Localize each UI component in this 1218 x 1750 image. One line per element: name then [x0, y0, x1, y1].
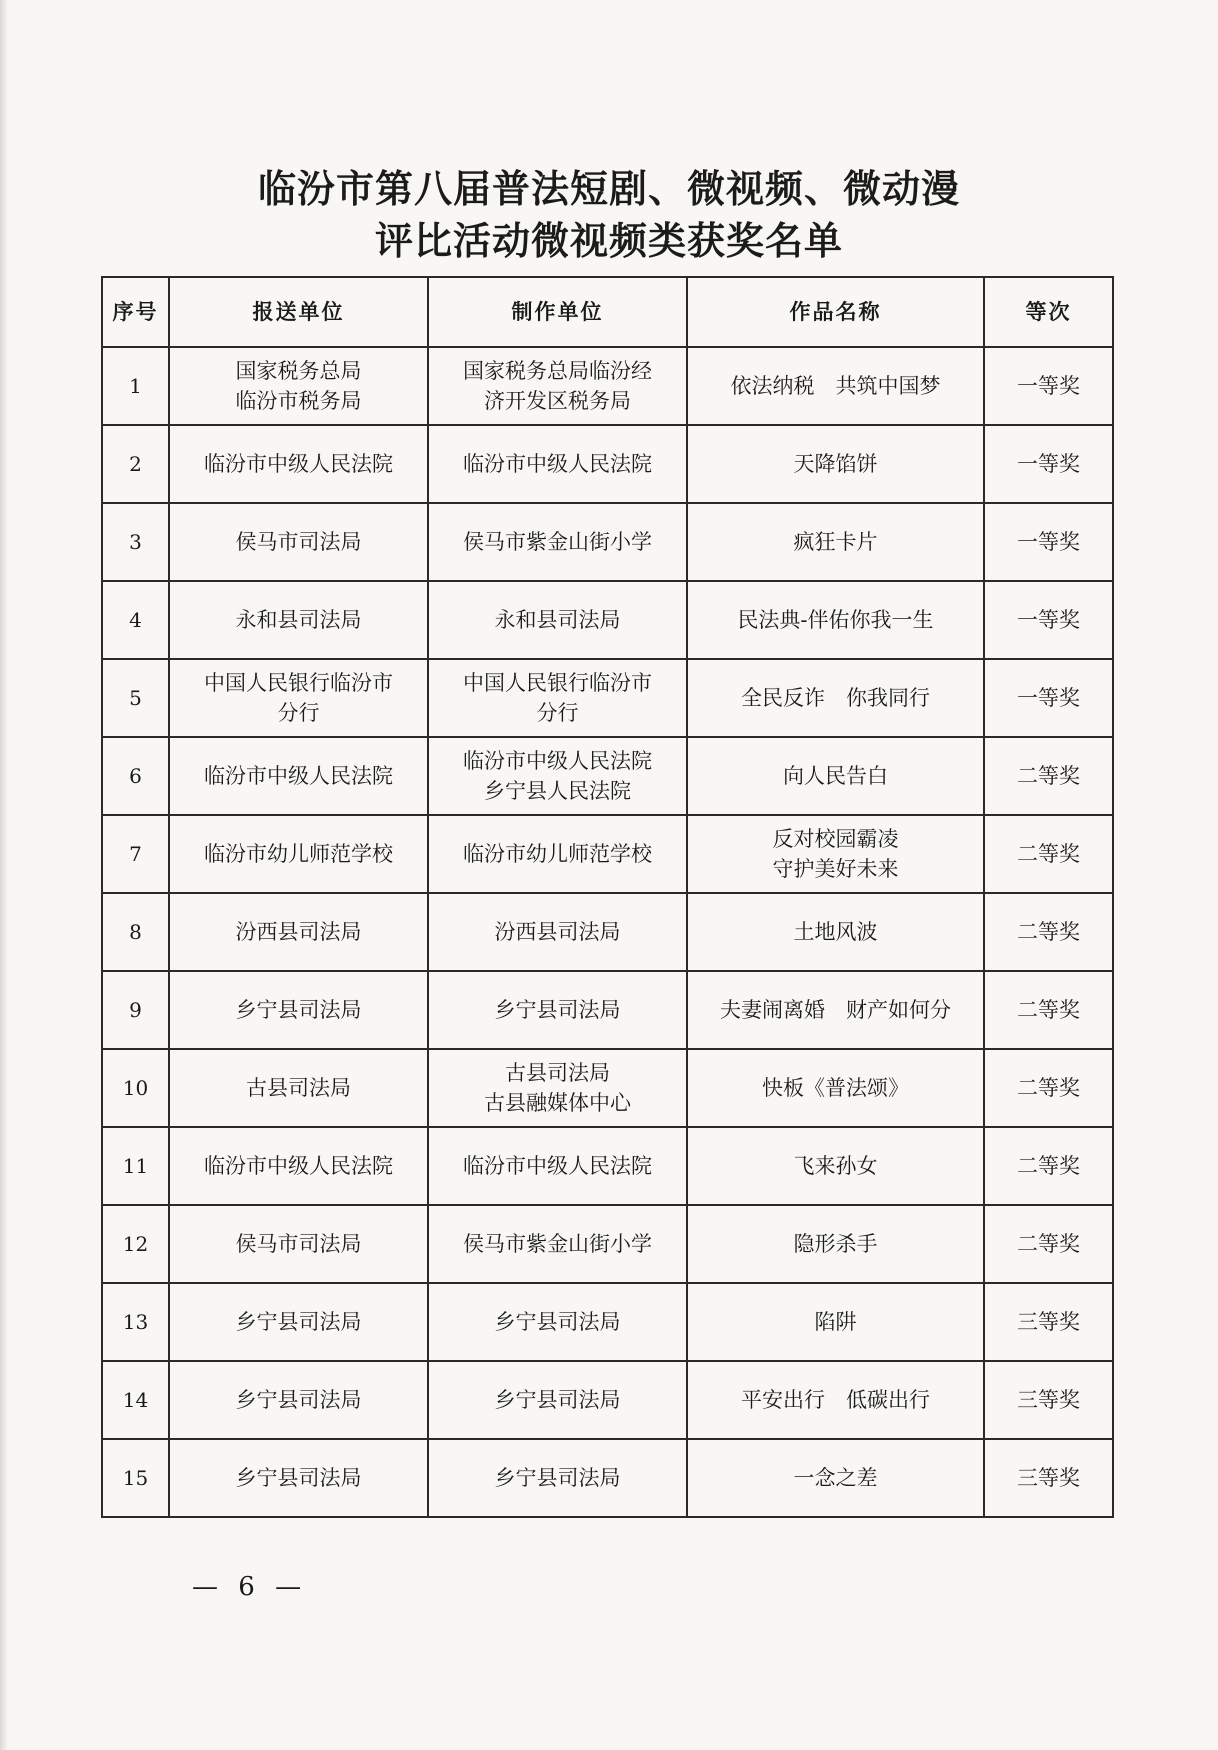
cell-rank: 一等奖: [984, 503, 1113, 581]
table-row: [102, 1361, 1113, 1439]
cell-producer: [428, 1439, 687, 1517]
cell-work-title: [687, 1283, 984, 1361]
cell-producer: [428, 1283, 687, 1361]
table-header-row: [102, 277, 1113, 347]
table-row: [102, 1283, 1113, 1361]
cell-work-title: [687, 425, 984, 503]
cell-producer-line: 乡宁县司法局: [494, 1310, 621, 1334]
cell-rank: 三等奖: [984, 1283, 1113, 1361]
cell-producer-line: 侯马市紫金山街小学: [463, 530, 652, 554]
cell-producer: [428, 1205, 687, 1283]
cell-producer: [428, 1049, 687, 1127]
cell-work-title-line: 平安出行 低碳出行: [741, 1388, 930, 1412]
table-row: [102, 1127, 1113, 1205]
table-body: [102, 347, 1113, 1517]
table-row: [102, 503, 1113, 581]
cell-producer-line: 古县融媒体中心: [484, 1091, 631, 1115]
cell-work-title: [687, 971, 984, 1049]
header-work-title: 作品名称: [687, 277, 984, 347]
cell-rank: 一等奖: [984, 347, 1113, 425]
cell-work-title-line: 民法典-伴佑你我一生: [737, 608, 934, 632]
cell-submitter-line: 分行: [277, 701, 320, 725]
cell-producer-line: 古县司法局: [505, 1061, 610, 1085]
cell-number: 2: [102, 425, 169, 503]
cell-work-title-line: 快板《普法颂》: [762, 1076, 909, 1100]
table-row: [102, 971, 1113, 1049]
cell-work-title-line: 疯狂卡片: [793, 530, 878, 554]
page-number: — 6 —: [192, 1572, 308, 1602]
table-row: [102, 425, 1113, 503]
cell-work-title: [687, 347, 984, 425]
table-row: [102, 815, 1113, 893]
cell-submitter: [169, 1361, 428, 1439]
header-producer: 制作单位: [428, 277, 687, 347]
cell-submitter-line: 乡宁县司法局: [235, 1388, 362, 1412]
cell-work-title-line: 土地风波: [793, 920, 878, 944]
cell-submitter-line: 乡宁县司法局: [235, 1466, 362, 1490]
cell-work-title: [687, 581, 984, 659]
cell-work-title: [687, 815, 984, 893]
cell-producer: [428, 347, 687, 425]
cell-number: 8: [102, 893, 169, 971]
cell-work-title-line: 一念之差: [793, 1466, 878, 1490]
cell-producer-line: 乡宁县司法局: [494, 998, 621, 1022]
cell-producer-line: 永和县司法局: [494, 608, 621, 632]
cell-number: 3: [102, 503, 169, 581]
cell-work-title: [687, 1205, 984, 1283]
cell-submitter: [169, 815, 428, 893]
cell-number: 4: [102, 581, 169, 659]
cell-number: 13: [102, 1283, 169, 1361]
cell-producer-line: 分行: [536, 701, 579, 725]
cell-number: 11: [102, 1127, 169, 1205]
cell-submitter: [169, 893, 428, 971]
cell-rank: 二等奖: [984, 1049, 1113, 1127]
cell-producer: [428, 581, 687, 659]
cell-rank: 二等奖: [984, 971, 1113, 1049]
cell-rank: 一等奖: [984, 425, 1113, 503]
cell-number: 9: [102, 971, 169, 1049]
cell-producer-line: 侯马市紫金山街小学: [463, 1232, 652, 1256]
cell-submitter-line: 永和县司法局: [235, 608, 362, 632]
cell-submitter: [169, 971, 428, 1049]
cell-submitter-line: 中国人民银行临汾市: [204, 671, 393, 695]
cell-producer-line: 中国人民银行临汾市: [463, 671, 652, 695]
cell-submitter-line: 临汾市中级人民法院: [204, 764, 393, 788]
cell-producer: [428, 1361, 687, 1439]
cell-submitter: [169, 581, 428, 659]
cell-number: 15: [102, 1439, 169, 1517]
cell-rank: 二等奖: [984, 1127, 1113, 1205]
table-row: [102, 893, 1113, 971]
cell-number: 12: [102, 1205, 169, 1283]
cell-producer: [428, 893, 687, 971]
cell-work-title: [687, 893, 984, 971]
document-title-line-1: 临汾市第八届普法短剧、微视频、微动漫: [257, 167, 960, 211]
cell-work-title-line: 依法纳税 共筑中国梦: [730, 374, 941, 398]
table-row: [102, 1049, 1113, 1127]
cell-producer: [428, 425, 687, 503]
cell-number: 1: [102, 347, 169, 425]
cell-work-title: [687, 737, 984, 815]
cell-producer-line: 临汾市中级人民法院: [463, 1154, 652, 1178]
cell-producer-line: 临汾市幼儿师范学校: [463, 842, 652, 866]
cell-producer: [428, 737, 687, 815]
cell-producer-line: 乡宁县司法局: [494, 1466, 621, 1490]
cell-number: 10: [102, 1049, 169, 1127]
cell-producer-line: 临汾市中级人民法院: [463, 452, 652, 476]
award-list-table: [101, 276, 1114, 1518]
cell-rank: 二等奖: [984, 1205, 1113, 1283]
cell-work-title-line: 夫妻闹离婚 财产如何分: [720, 998, 951, 1022]
cell-rank: 三等奖: [984, 1439, 1113, 1517]
cell-producer-line: 国家税务总局临汾经: [463, 359, 652, 383]
cell-submitter: [169, 659, 428, 737]
table-row: [102, 1439, 1113, 1517]
cell-work-title-line: 陷阱: [814, 1310, 857, 1334]
cell-producer: [428, 1127, 687, 1205]
header-number: 序号: [102, 277, 169, 347]
cell-work-title: [687, 1361, 984, 1439]
cell-rank: 三等奖: [984, 1361, 1113, 1439]
cell-submitter-line: 侯马市司法局: [235, 530, 362, 554]
cell-work-title-line: 反对校园霸凌: [772, 827, 899, 851]
header-rank: 等次: [984, 277, 1113, 347]
cell-submitter-line: 临汾市幼儿师范学校: [204, 842, 393, 866]
cell-rank: 二等奖: [984, 737, 1113, 815]
table-row: [102, 737, 1113, 815]
cell-producer: [428, 503, 687, 581]
cell-work-title: [687, 503, 984, 581]
cell-submitter: [169, 1205, 428, 1283]
table-row: [102, 1205, 1113, 1283]
cell-work-title-line: 向人民告白: [783, 764, 888, 788]
cell-submitter-line: 临汾市税务局: [235, 389, 362, 413]
table-row: [102, 659, 1113, 737]
cell-submitter-line: 临汾市中级人民法院: [204, 1154, 393, 1178]
cell-rank: 一等奖: [984, 659, 1113, 737]
cell-submitter-line: 汾西县司法局: [235, 920, 362, 944]
cell-work-title-line: 全民反诈 你我同行: [741, 686, 930, 710]
cell-producer: [428, 659, 687, 737]
cell-submitter-line: 国家税务总局: [235, 359, 362, 383]
cell-number: 7: [102, 815, 169, 893]
cell-work-title-line: 守护美好未来: [772, 857, 899, 881]
cell-rank: 一等奖: [984, 581, 1113, 659]
cell-submitter: [169, 1127, 428, 1205]
cell-number: 5: [102, 659, 169, 737]
cell-rank: 二等奖: [984, 815, 1113, 893]
cell-submitter: [169, 425, 428, 503]
cell-number: 6: [102, 737, 169, 815]
cell-producer-line: 汾西县司法局: [494, 920, 621, 944]
header-submitter: 报送单位: [169, 277, 428, 347]
table-row: [102, 581, 1113, 659]
cell-submitter: [169, 737, 428, 815]
cell-work-title: [687, 1049, 984, 1127]
cell-work-title: [687, 1127, 984, 1205]
cell-work-title-line: 隐形杀手: [793, 1232, 878, 1256]
cell-submitter-line: 临汾市中级人民法院: [204, 452, 393, 476]
cell-submitter-line: 古县司法局: [246, 1076, 351, 1100]
cell-submitter: [169, 347, 428, 425]
cell-submitter-line: 乡宁县司法局: [235, 1310, 362, 1334]
cell-work-title: [687, 1439, 984, 1517]
cell-producer-line: 临汾市中级人民法院: [463, 749, 652, 773]
cell-submitter: [169, 1283, 428, 1361]
cell-number: 14: [102, 1361, 169, 1439]
cell-submitter: [169, 503, 428, 581]
cell-submitter: [169, 1049, 428, 1127]
cell-work-title-line: 天降馅饼: [793, 452, 878, 476]
cell-producer-line: 济开发区税务局: [484, 389, 631, 413]
cell-submitter-line: 乡宁县司法局: [235, 998, 362, 1022]
cell-rank: 二等奖: [984, 893, 1113, 971]
cell-producer-line: 乡宁县人民法院: [484, 779, 631, 803]
cell-producer: [428, 815, 687, 893]
cell-producer: [428, 971, 687, 1049]
cell-submitter-line: 侯马市司法局: [235, 1232, 362, 1256]
cell-work-title-line: 飞来孙女: [793, 1154, 878, 1178]
document-title-line-2: 评比活动微视频类获奖名单: [374, 219, 843, 263]
cell-work-title: [687, 659, 984, 737]
table-row: [102, 347, 1113, 425]
cell-submitter: [169, 1439, 428, 1517]
cell-producer-line: 乡宁县司法局: [494, 1388, 621, 1412]
